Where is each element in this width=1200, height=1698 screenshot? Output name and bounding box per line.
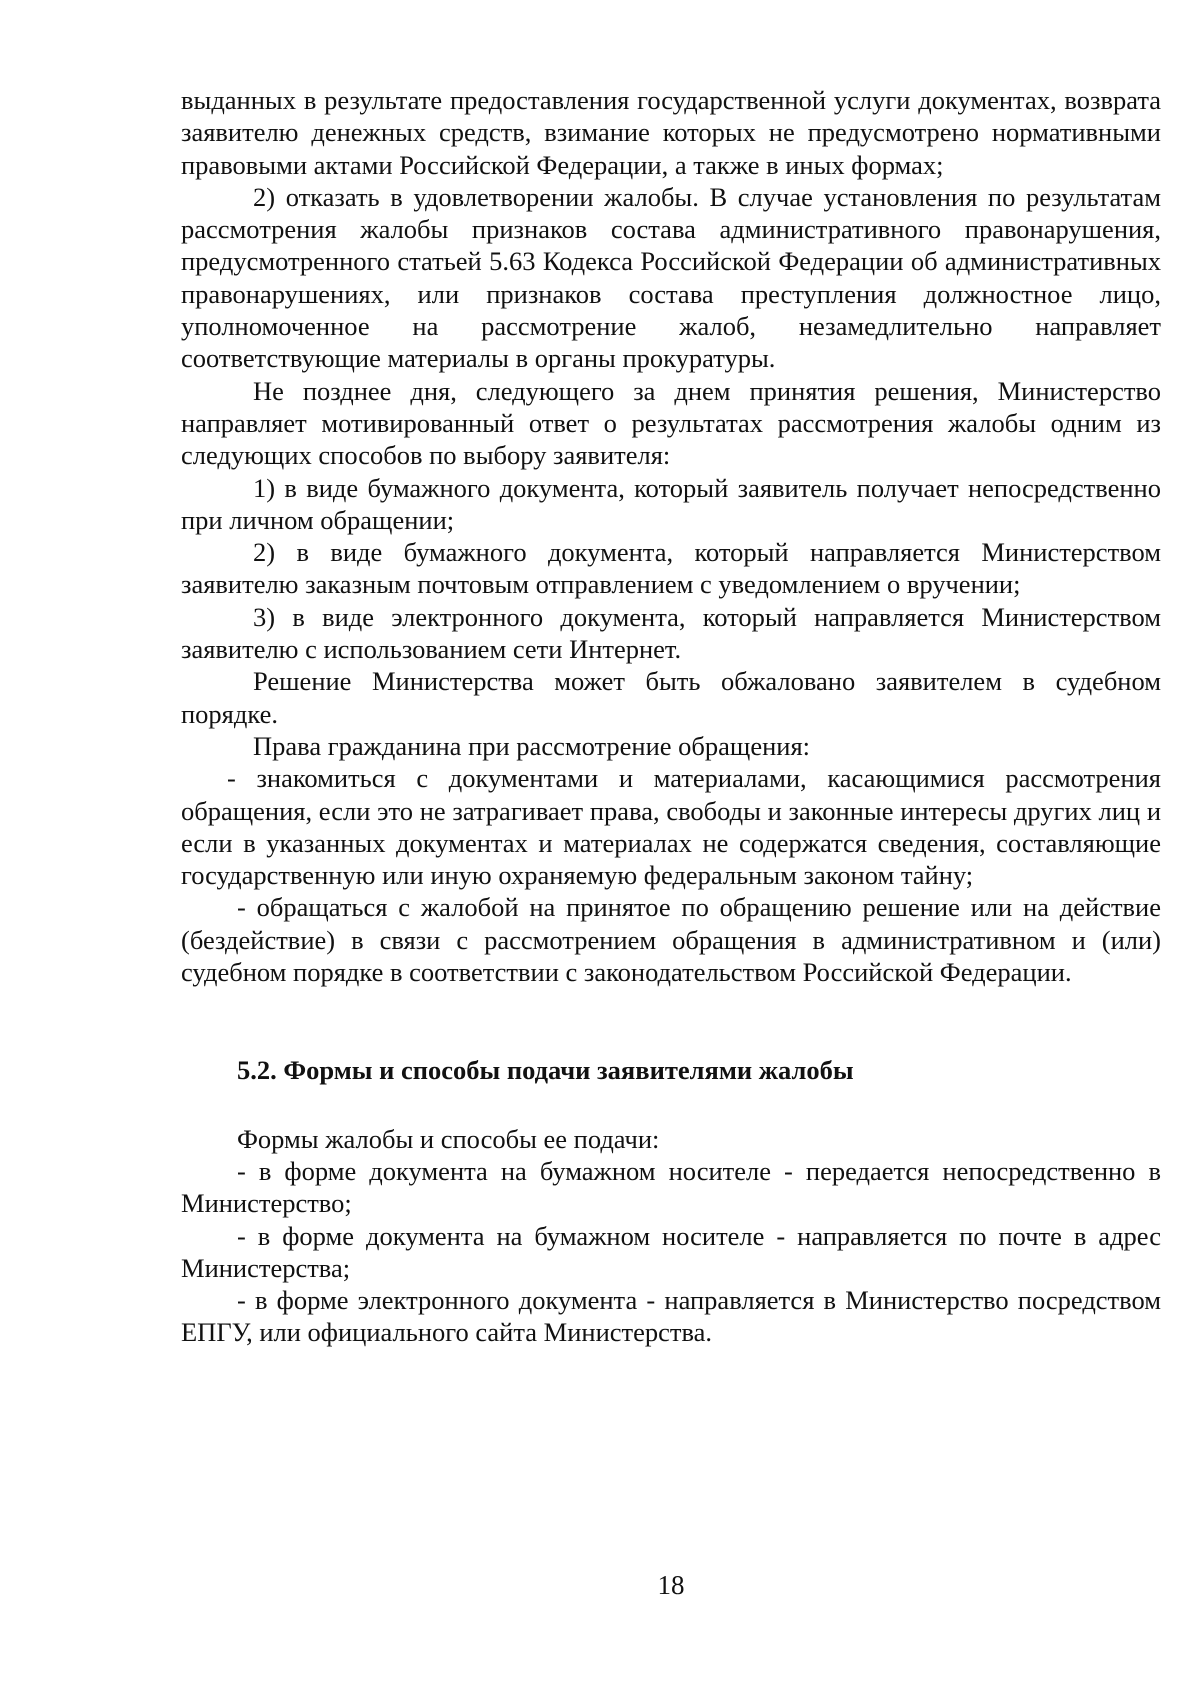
list-item-electronic-submission: - в форме электронного документа - направляется в Министерство посредством ЕПГУ, или официального сайта Министерства. (181, 1285, 1161, 1348)
paragraph-continuation: выданных в результате предоставления государственной услуги документах, возврата заявителю денежных средств, взимание которых не предусмотрено нормативными правовыми актами Российской Федерации, а также в иных формах; (181, 85, 1161, 180)
list-item-paper-personal: 1) в виде бумажного документа, который заявитель получает непосредственно при личном обращении; (181, 472, 1161, 535)
list-item-right-review: - знакомиться с документами и материалами, касающимися рассмотрения обращения, если это не затрагивает права, свободы и законные интересы других лиц и если в указанных документах и материалах не содержатся сведения, составляющие государственную или иную охраняемую федеральным законом тайну; (181, 763, 1161, 891)
section-heading: 5.2. Формы и способы подачи заявителями жалобы (237, 1055, 854, 1086)
page-number: 18 (657, 1570, 685, 1600)
paragraph-response-deadline: Не позднее дня, следующего за днем принятия решения, Министерство направляет мотивированный ответ о результатах рассмотрения жалобы одним из следующих способов по выбору заявителя: (181, 375, 1161, 471)
paragraph-complaint-forms: Формы жалобы и способы ее подачи: (237, 1123, 660, 1154)
paragraph-citizen-rights: Права гражданина при рассмотрение обращения: (253, 730, 811, 761)
list-item-paper-post: - в форме документа на бумажном носителе - направляется по почте в адрес Министерства; (181, 1220, 1161, 1283)
list-item-paper-direct: - в форме документа на бумажном носителе - передается непосредственно в Министерство; (181, 1155, 1161, 1219)
list-item-right-appeal: - обращаться с жалобой на принятое по обращению решение или на действие (бездействие) в связи с рассмотрением обращения в административном и (или) судебном порядке в соответствии с законодательством Российской Федерации. (181, 892, 1161, 988)
page-body (181, 84, 1161, 1349)
list-item-paper-mail: 2) в виде бумажного документа, который направляется Министерством заявителю заказным почтовым отправлением с уведомлением о вручении; (181, 537, 1161, 600)
paragraph-appeal-court: Решение Министерства может быть обжаловано заявителем в судебном порядке. (181, 666, 1161, 729)
list-item-electronic: 3) в виде электронного документа, который направляется Министерством заявителю с использованием сети Интернет. (181, 601, 1161, 665)
paragraph-refuse-complaint: 2) отказать в удовлетворении жалобы. В случае установления по результатам рассмотрения жалобы признаков состава административного правонарушения, предусмотренного статьей 5.63 Кодекса Российской Федерации об административных правонарушениях, или признаков состава преступления должностное лицо, уполномоченное на рассмотрение жалоб, незамедлительно направляет соответствующие материалы в органы прокуратуры. (181, 181, 1161, 374)
